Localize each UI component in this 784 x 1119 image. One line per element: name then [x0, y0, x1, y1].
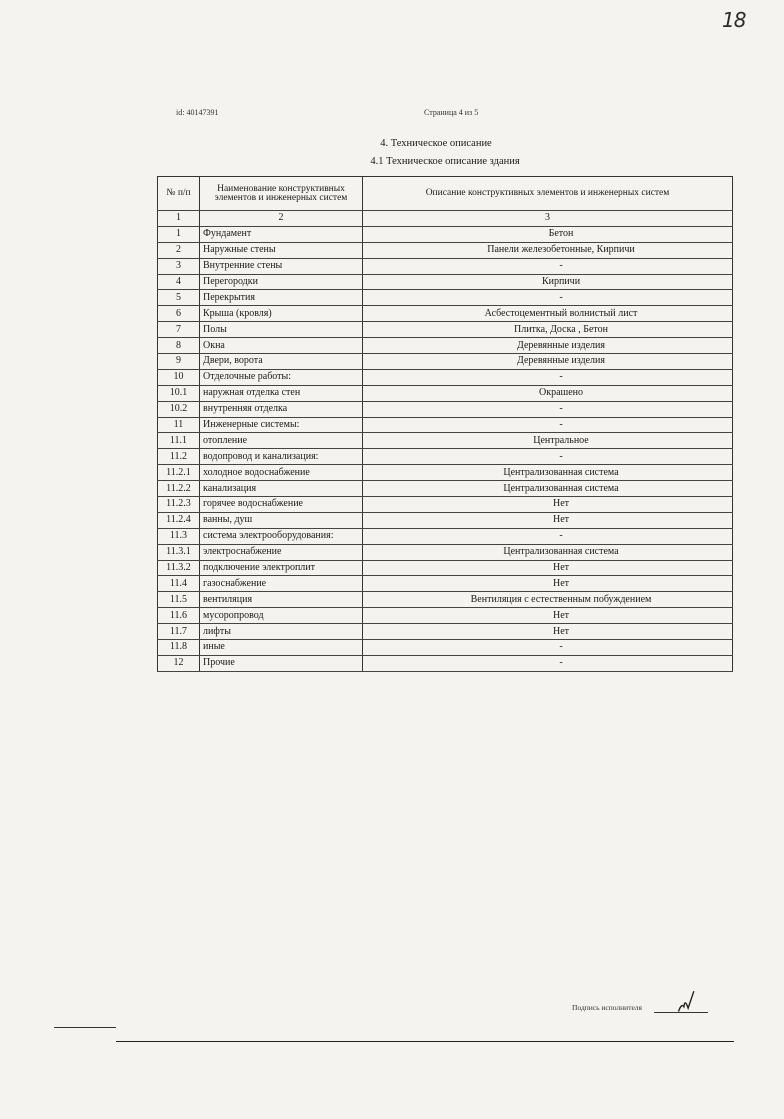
row-num: 11.3.2: [158, 560, 200, 576]
table-row: [158, 306, 733, 322]
row-description: -: [363, 369, 733, 385]
document-id: id: 40147391: [176, 108, 219, 117]
row-description: Окрашено: [363, 385, 733, 401]
row-name: канализация: [200, 481, 363, 497]
row-num: 11.2.2: [158, 481, 200, 497]
row-description: Нет: [363, 608, 733, 624]
row-description: -: [363, 417, 733, 433]
row-name: вентиляция: [200, 592, 363, 608]
row-name: наружная отделка стен: [200, 385, 363, 401]
row-num: 10.1: [158, 385, 200, 401]
row-name: лифты: [200, 624, 363, 640]
row-num: 4: [158, 274, 200, 290]
header-num: № п/п: [158, 177, 200, 211]
row-name: Окна: [200, 338, 363, 354]
bottom-rule: [116, 1041, 734, 1042]
row-name: электроснабжение: [200, 544, 363, 560]
row-num: 1: [158, 226, 200, 242]
row-description: Центральное: [363, 433, 733, 449]
row-description: Нет: [363, 560, 733, 576]
row-name: горячее водоснабжение: [200, 497, 363, 513]
table-row: [158, 624, 733, 640]
signature-icon: [672, 988, 706, 1020]
bottom-rule-short: [54, 1027, 116, 1028]
table-row: [158, 274, 733, 290]
table-row: [158, 385, 733, 401]
table-row: [158, 369, 733, 385]
table-index-row: [158, 211, 733, 227]
row-description: Нет: [363, 624, 733, 640]
row-name: Фундамент: [200, 226, 363, 242]
row-description: Асбестоцементный волнистый лист: [363, 306, 733, 322]
row-description: Деревянные изделия: [363, 354, 733, 370]
table-row: [158, 528, 733, 544]
table-row: [158, 497, 733, 513]
row-num: 9: [158, 354, 200, 370]
row-num: 11.5: [158, 592, 200, 608]
row-num: 2: [158, 242, 200, 258]
row-description: -: [363, 449, 733, 465]
index-num: 1: [158, 211, 200, 227]
section-title: 4. Техническое описание: [380, 138, 492, 149]
row-num: 6: [158, 306, 200, 322]
table-row: [158, 655, 733, 671]
page-number: 18: [722, 8, 746, 32]
table-row: [158, 401, 733, 417]
index-name: 2: [200, 211, 363, 227]
row-name: ванны, душ: [200, 512, 363, 528]
row-description: -: [363, 640, 733, 656]
row-description: -: [363, 528, 733, 544]
row-num: 11.2: [158, 449, 200, 465]
row-description: Панели железобетонные, Кирпичи: [363, 242, 733, 258]
table-row: [158, 544, 733, 560]
table-row: [158, 481, 733, 497]
row-name: Перекрытия: [200, 290, 363, 306]
table-row: [158, 465, 733, 481]
row-num: 10: [158, 369, 200, 385]
table-row: [158, 338, 733, 354]
row-description: -: [363, 401, 733, 417]
table-header-row: [158, 177, 733, 211]
table-row: [158, 512, 733, 528]
table-row: [158, 354, 733, 370]
row-num: 11.3.1: [158, 544, 200, 560]
header-description: Описание конструктивных элементов и инженерных систем: [363, 177, 733, 211]
row-name: водопровод и канализация:: [200, 449, 363, 465]
row-name: холодное водоснабжение: [200, 465, 363, 481]
table-row: [158, 576, 733, 592]
table-row: [158, 433, 733, 449]
signature-label: Подпись исполнителя: [572, 1003, 642, 1012]
row-name: Прочие: [200, 655, 363, 671]
row-description: Нет: [363, 512, 733, 528]
row-num: 11.4: [158, 576, 200, 592]
table-row: [158, 242, 733, 258]
row-name: подключение электроплит: [200, 560, 363, 576]
table-row: [158, 640, 733, 656]
row-name: Инженерные системы:: [200, 417, 363, 433]
row-num: 8: [158, 338, 200, 354]
row-name: Полы: [200, 322, 363, 338]
row-name: Наружные стены: [200, 242, 363, 258]
row-num: 5: [158, 290, 200, 306]
row-name: Двери, ворота: [200, 354, 363, 370]
row-num: 11.2.4: [158, 512, 200, 528]
row-num: 11.8: [158, 640, 200, 656]
row-description: -: [363, 655, 733, 671]
table-row: [158, 258, 733, 274]
row-description: Бетон: [363, 226, 733, 242]
row-num: 12: [158, 655, 200, 671]
row-num: 11.3: [158, 528, 200, 544]
row-num: 11: [158, 417, 200, 433]
table-row: [158, 290, 733, 306]
row-description: Централизованная система: [363, 465, 733, 481]
row-description: Централизованная система: [363, 544, 733, 560]
subsection-title: 4.1 Техническое описание здания: [370, 156, 520, 167]
row-name: система электрооборудования:: [200, 528, 363, 544]
row-num: 7: [158, 322, 200, 338]
row-num: 10.2: [158, 401, 200, 417]
row-num: 11.6: [158, 608, 200, 624]
row-name: Отделочные работы:: [200, 369, 363, 385]
table-row: [158, 417, 733, 433]
table-row: [158, 608, 733, 624]
row-name: Внутренние стены: [200, 258, 363, 274]
row-description: Вентиляция с естественным побуждением: [363, 592, 733, 608]
row-name: газоснабжение: [200, 576, 363, 592]
header-name: Наименование конструктивных элементов и инженерных систем: [200, 177, 363, 211]
row-num: 3: [158, 258, 200, 274]
row-description: Деревянные изделия: [363, 338, 733, 354]
index-description: 3: [363, 211, 733, 227]
table-row: [158, 449, 733, 465]
row-description: -: [363, 258, 733, 274]
table-row: [158, 226, 733, 242]
row-description: Кирпичи: [363, 274, 733, 290]
row-description: Нет: [363, 576, 733, 592]
row-name: внутренняя отделка: [200, 401, 363, 417]
row-name: Крыша (кровля): [200, 306, 363, 322]
row-num: 11.1: [158, 433, 200, 449]
table-row: [158, 322, 733, 338]
row-num: 11.2.3: [158, 497, 200, 513]
row-description: Плитка, Доска , Бетон: [363, 322, 733, 338]
row-description: Централизованная система: [363, 481, 733, 497]
row-num: 11.2.1: [158, 465, 200, 481]
table-row: [158, 560, 733, 576]
row-description: Нет: [363, 497, 733, 513]
signature-mark: [672, 988, 706, 1026]
row-name: иные: [200, 640, 363, 656]
row-name: Перегородки: [200, 274, 363, 290]
table-row: [158, 592, 733, 608]
technical-description-table: [157, 176, 733, 672]
page-indicator: Страница 4 из 5: [424, 108, 479, 117]
row-name: мусоропровод: [200, 608, 363, 624]
row-name: отопление: [200, 433, 363, 449]
row-description: -: [363, 290, 733, 306]
row-num: 11.7: [158, 624, 200, 640]
